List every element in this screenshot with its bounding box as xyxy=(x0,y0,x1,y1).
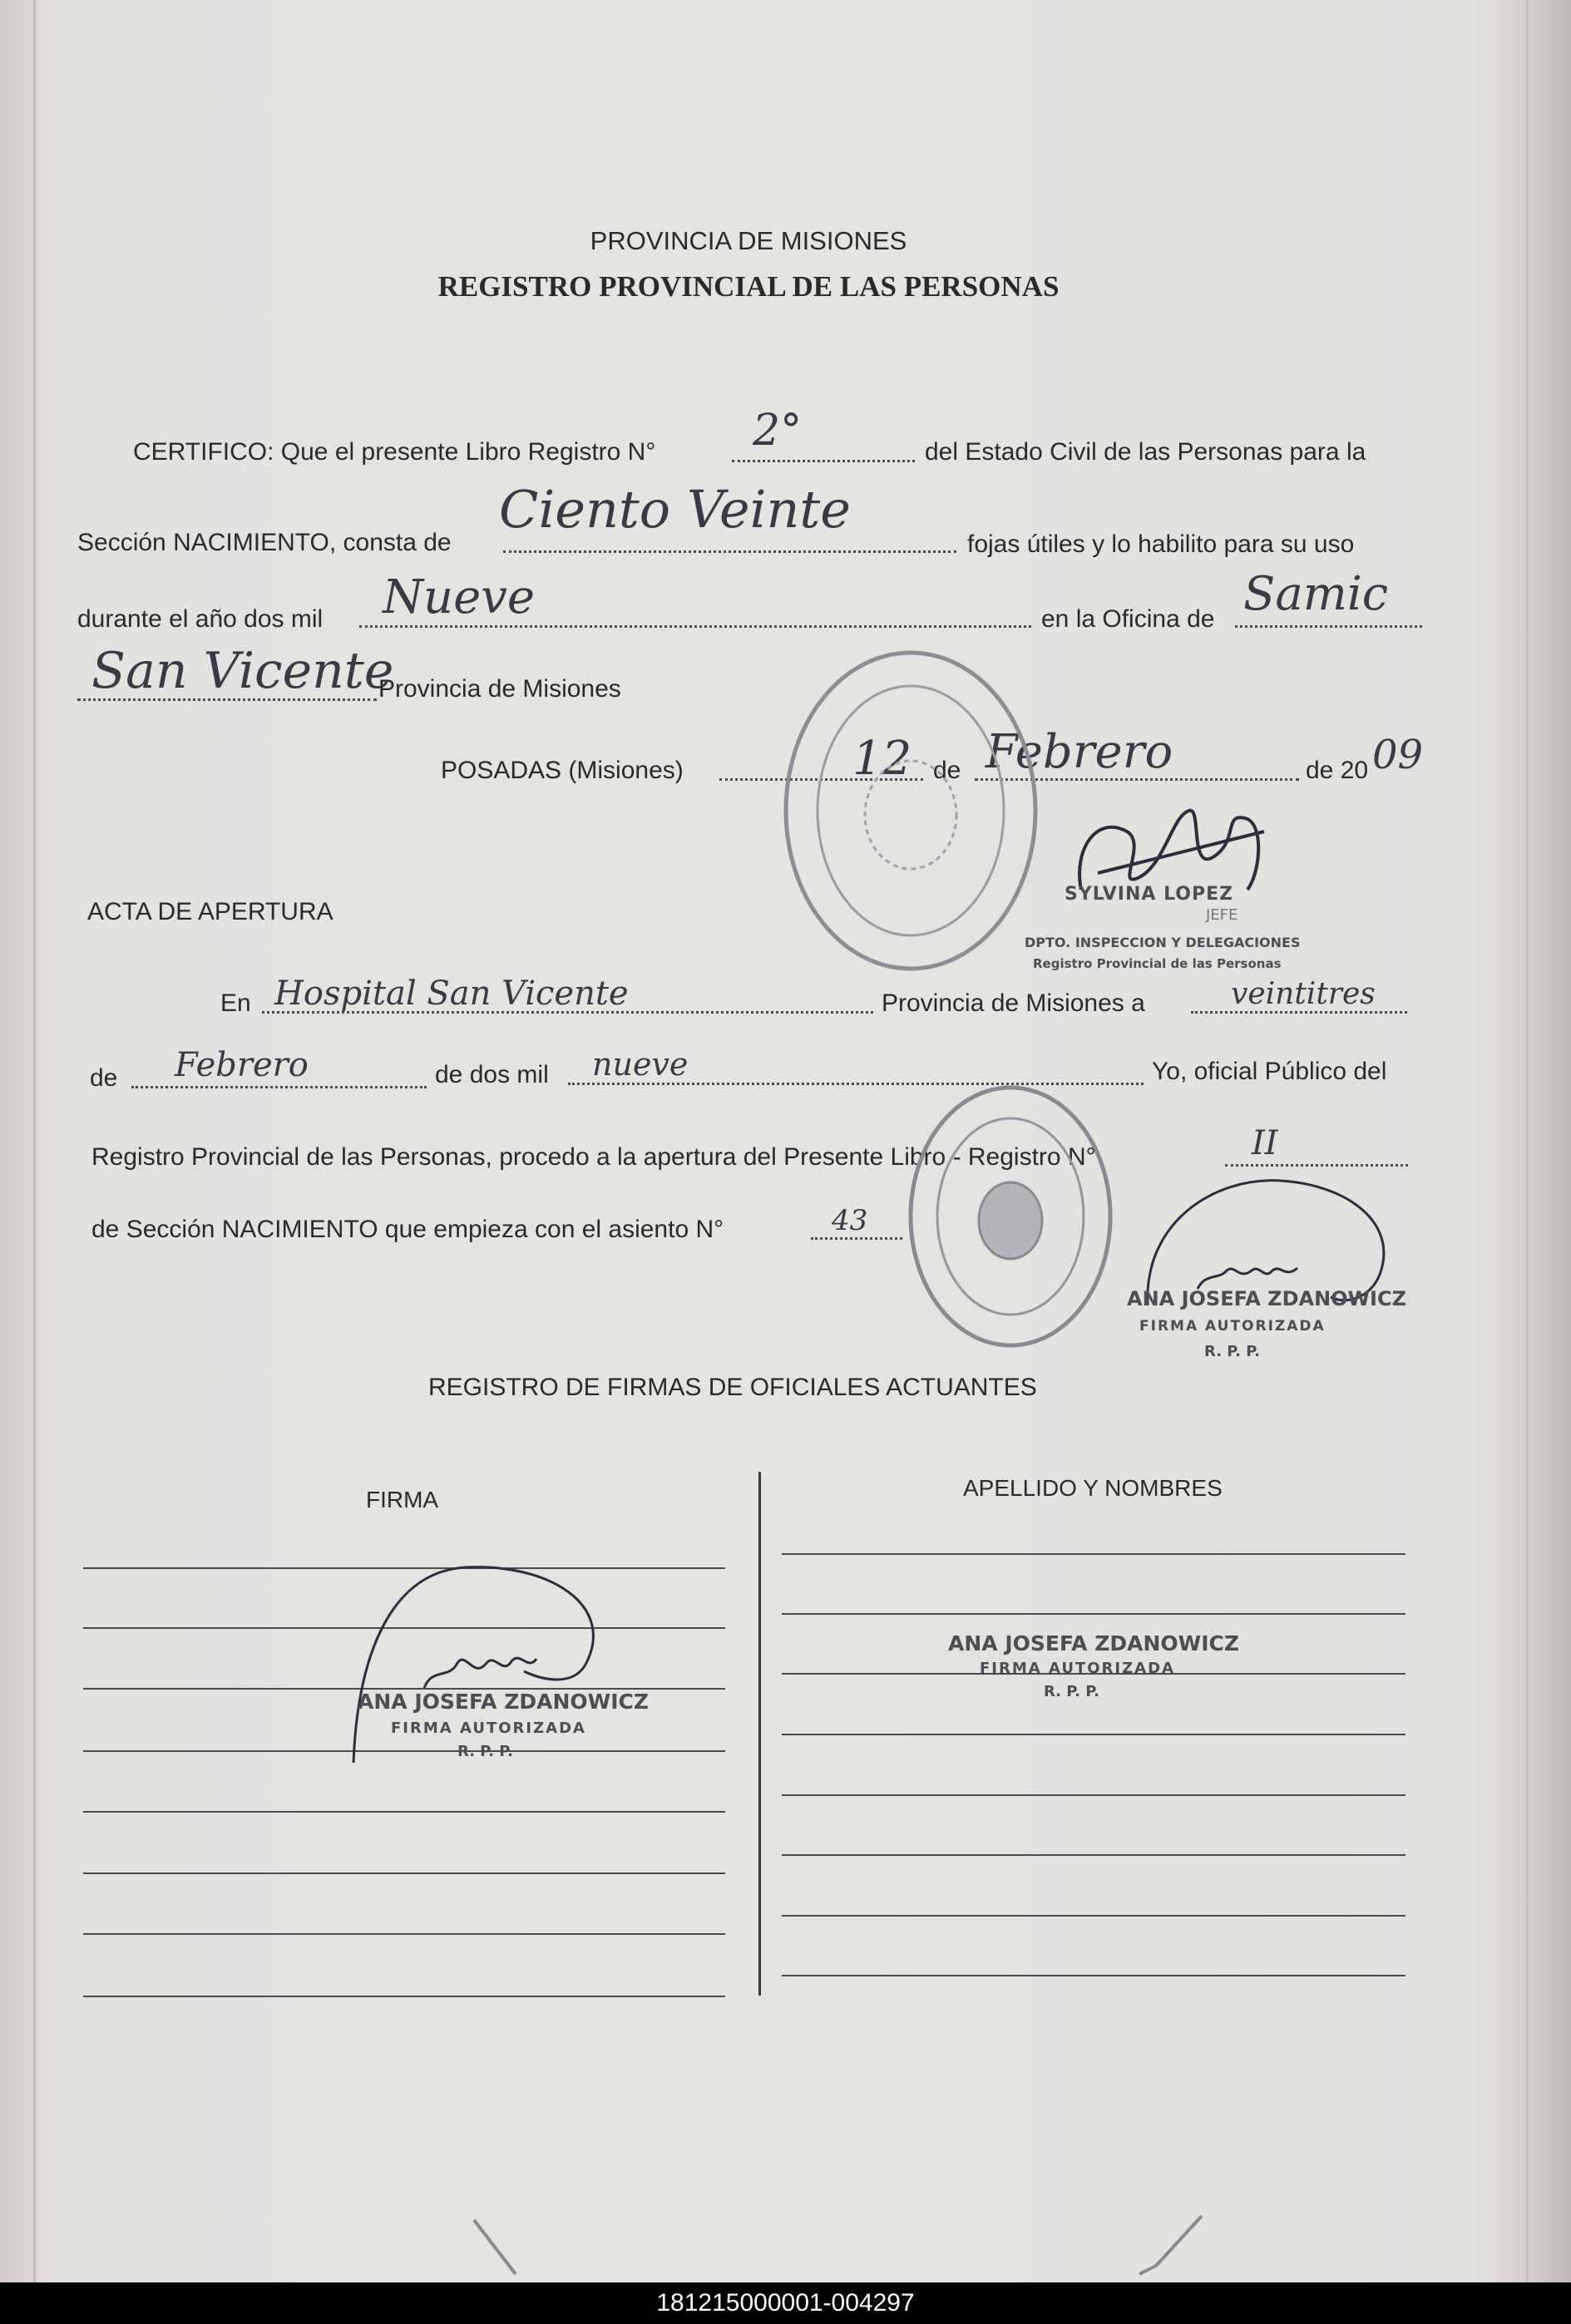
anio-corto-handwritten: 09 xyxy=(1372,732,1424,778)
acta-en-label: En xyxy=(220,989,251,1017)
ruled-line xyxy=(83,1873,725,1874)
de-anio-label: de 20 xyxy=(1306,757,1369,784)
stamp-firma-name-nombres: ANA JOSEFA ZDANOWICZ xyxy=(948,1631,1239,1655)
acta-mes-handwritten: Febrero xyxy=(175,1046,309,1084)
ruled-line xyxy=(782,1975,1406,1976)
stamp-jefe-title: JEFE xyxy=(1206,906,1238,924)
firmas-title: REGISTRO DE FIRMAS DE OFICIALES ACTUANTES xyxy=(428,1374,1037,1401)
stamp-firma-role-upper: FIRMA AUTORIZADA xyxy=(1139,1318,1326,1335)
fojas-handwritten: Ciento Veinte xyxy=(499,479,851,540)
col-nombres-header: APELLIDO Y NOMBRES xyxy=(963,1475,1223,1501)
de-label: de xyxy=(933,757,961,784)
cert-line2-prefix: Sección NACIMIENTO, consta de xyxy=(77,529,452,556)
stamp-jefe-dept: DPTO. INSPECCION Y DELEGACIONES xyxy=(1025,935,1301,950)
column-divider xyxy=(758,1472,761,1996)
dotted-leader xyxy=(503,550,956,553)
stamp-firma-role-nombres: FIRMA AUTORIZADA xyxy=(980,1660,1175,1677)
ruled-line xyxy=(83,1996,725,1997)
posadas-label: POSADAS (Misiones) xyxy=(441,757,684,784)
staple-right xyxy=(1123,2208,1214,2282)
page-edge-right xyxy=(1526,0,1529,2282)
dotted-leader xyxy=(359,625,1031,628)
stamp-firma-role-table: FIRMA AUTORIZADA xyxy=(391,1720,586,1737)
acta-de-label: de xyxy=(90,1064,118,1092)
acta-title: ACTA DE APERTURA xyxy=(87,898,333,925)
acta-line4: de Sección NACIMIENTO que empieza con el asiento N° xyxy=(91,1216,724,1243)
dotted-leader xyxy=(811,1237,902,1240)
ruled-line xyxy=(782,1734,1406,1735)
ruled-line xyxy=(83,1811,725,1813)
cert-line3-prefix: durante el año dos mil xyxy=(77,605,324,633)
seal-registro-top xyxy=(778,644,1044,977)
mes-handwritten: Febrero xyxy=(986,725,1173,779)
page-edge-left xyxy=(33,0,36,2282)
ruled-line xyxy=(782,1915,1406,1917)
document-id: 181215000001-004297 xyxy=(656,2289,915,2317)
asiento-handwritten: 43 xyxy=(832,1204,868,1237)
cert-line1-prefix: CERTIFICO: Que el presente Libro Registro N° xyxy=(133,438,656,466)
header-registry: REGISTRO PROVINCIAL DE LAS PERSONAS xyxy=(437,270,1060,303)
acta-dos-mil-label: de dos mil xyxy=(435,1061,549,1088)
libro-numero: 2° xyxy=(753,406,803,456)
seal-registro-middle xyxy=(902,1079,1119,1354)
stamp-firma-org-table: R. P. P. xyxy=(457,1743,514,1760)
stamp-jefe-name: SYLVINA LOPEZ xyxy=(1065,884,1234,905)
col-firma-header: FIRMA xyxy=(366,1487,439,1512)
acta-yo-label: Yo, oficial Público del xyxy=(1152,1058,1387,1085)
ruled-line xyxy=(782,1613,1406,1615)
ruled-line xyxy=(782,1553,1406,1555)
oficina-handwritten-1: Samic xyxy=(1243,567,1389,621)
stamp-firma-name-table: ANA JOSEFA ZDANOWICZ xyxy=(358,1690,649,1714)
stamp-firma-name-upper: ANA JOSEFA ZDANOWICZ xyxy=(1127,1287,1406,1310)
cert-line3-suffix: en la Oficina de xyxy=(1041,605,1215,633)
registro-num-handwritten: II xyxy=(1252,1124,1278,1162)
ruled-line xyxy=(83,1933,725,1935)
stamp-firma-org-nombres: R. P. P. xyxy=(1044,1683,1100,1700)
dia-letras-handwritten: veintitres xyxy=(1231,977,1376,1011)
oficina-handwritten-2: San Vicente xyxy=(91,642,394,700)
dotted-leader xyxy=(1191,1011,1407,1014)
cert-line1-suffix: del Estado Civil de las Personas para la xyxy=(925,438,1366,466)
acta-line3: Registro Provincial de las Personas, procedo a la apertura del Presente Libro - Registro N° xyxy=(91,1143,1096,1171)
dotted-leader xyxy=(131,1086,427,1088)
dotted-leader xyxy=(1235,625,1422,628)
stamp-firma-org-upper: R. P. P. xyxy=(1204,1343,1261,1360)
ruled-line xyxy=(782,1794,1406,1796)
acta-anio-handwritten: nueve xyxy=(592,1046,689,1083)
dia-handwritten: 12 xyxy=(852,732,912,786)
header-province: PROVINCIA DE MISIONES xyxy=(590,226,907,255)
cert-line2-suffix: fojas útiles y lo habilito para su uso xyxy=(967,530,1355,558)
ruled-line xyxy=(782,1854,1406,1856)
anio-handwritten: Nueve xyxy=(383,570,535,624)
dotted-leader xyxy=(1225,1164,1408,1167)
lugar-handwritten: Hospital San Vicente xyxy=(274,975,629,1013)
dotted-leader xyxy=(732,460,915,462)
staple-left xyxy=(466,2212,557,2282)
cert-line4-suffix: Provincia de Misiones xyxy=(378,675,621,703)
stamp-jefe-registro: Registro Provincial de las Personas xyxy=(1033,956,1282,971)
acta-provincia-label: Provincia de Misiones a xyxy=(882,989,1145,1017)
